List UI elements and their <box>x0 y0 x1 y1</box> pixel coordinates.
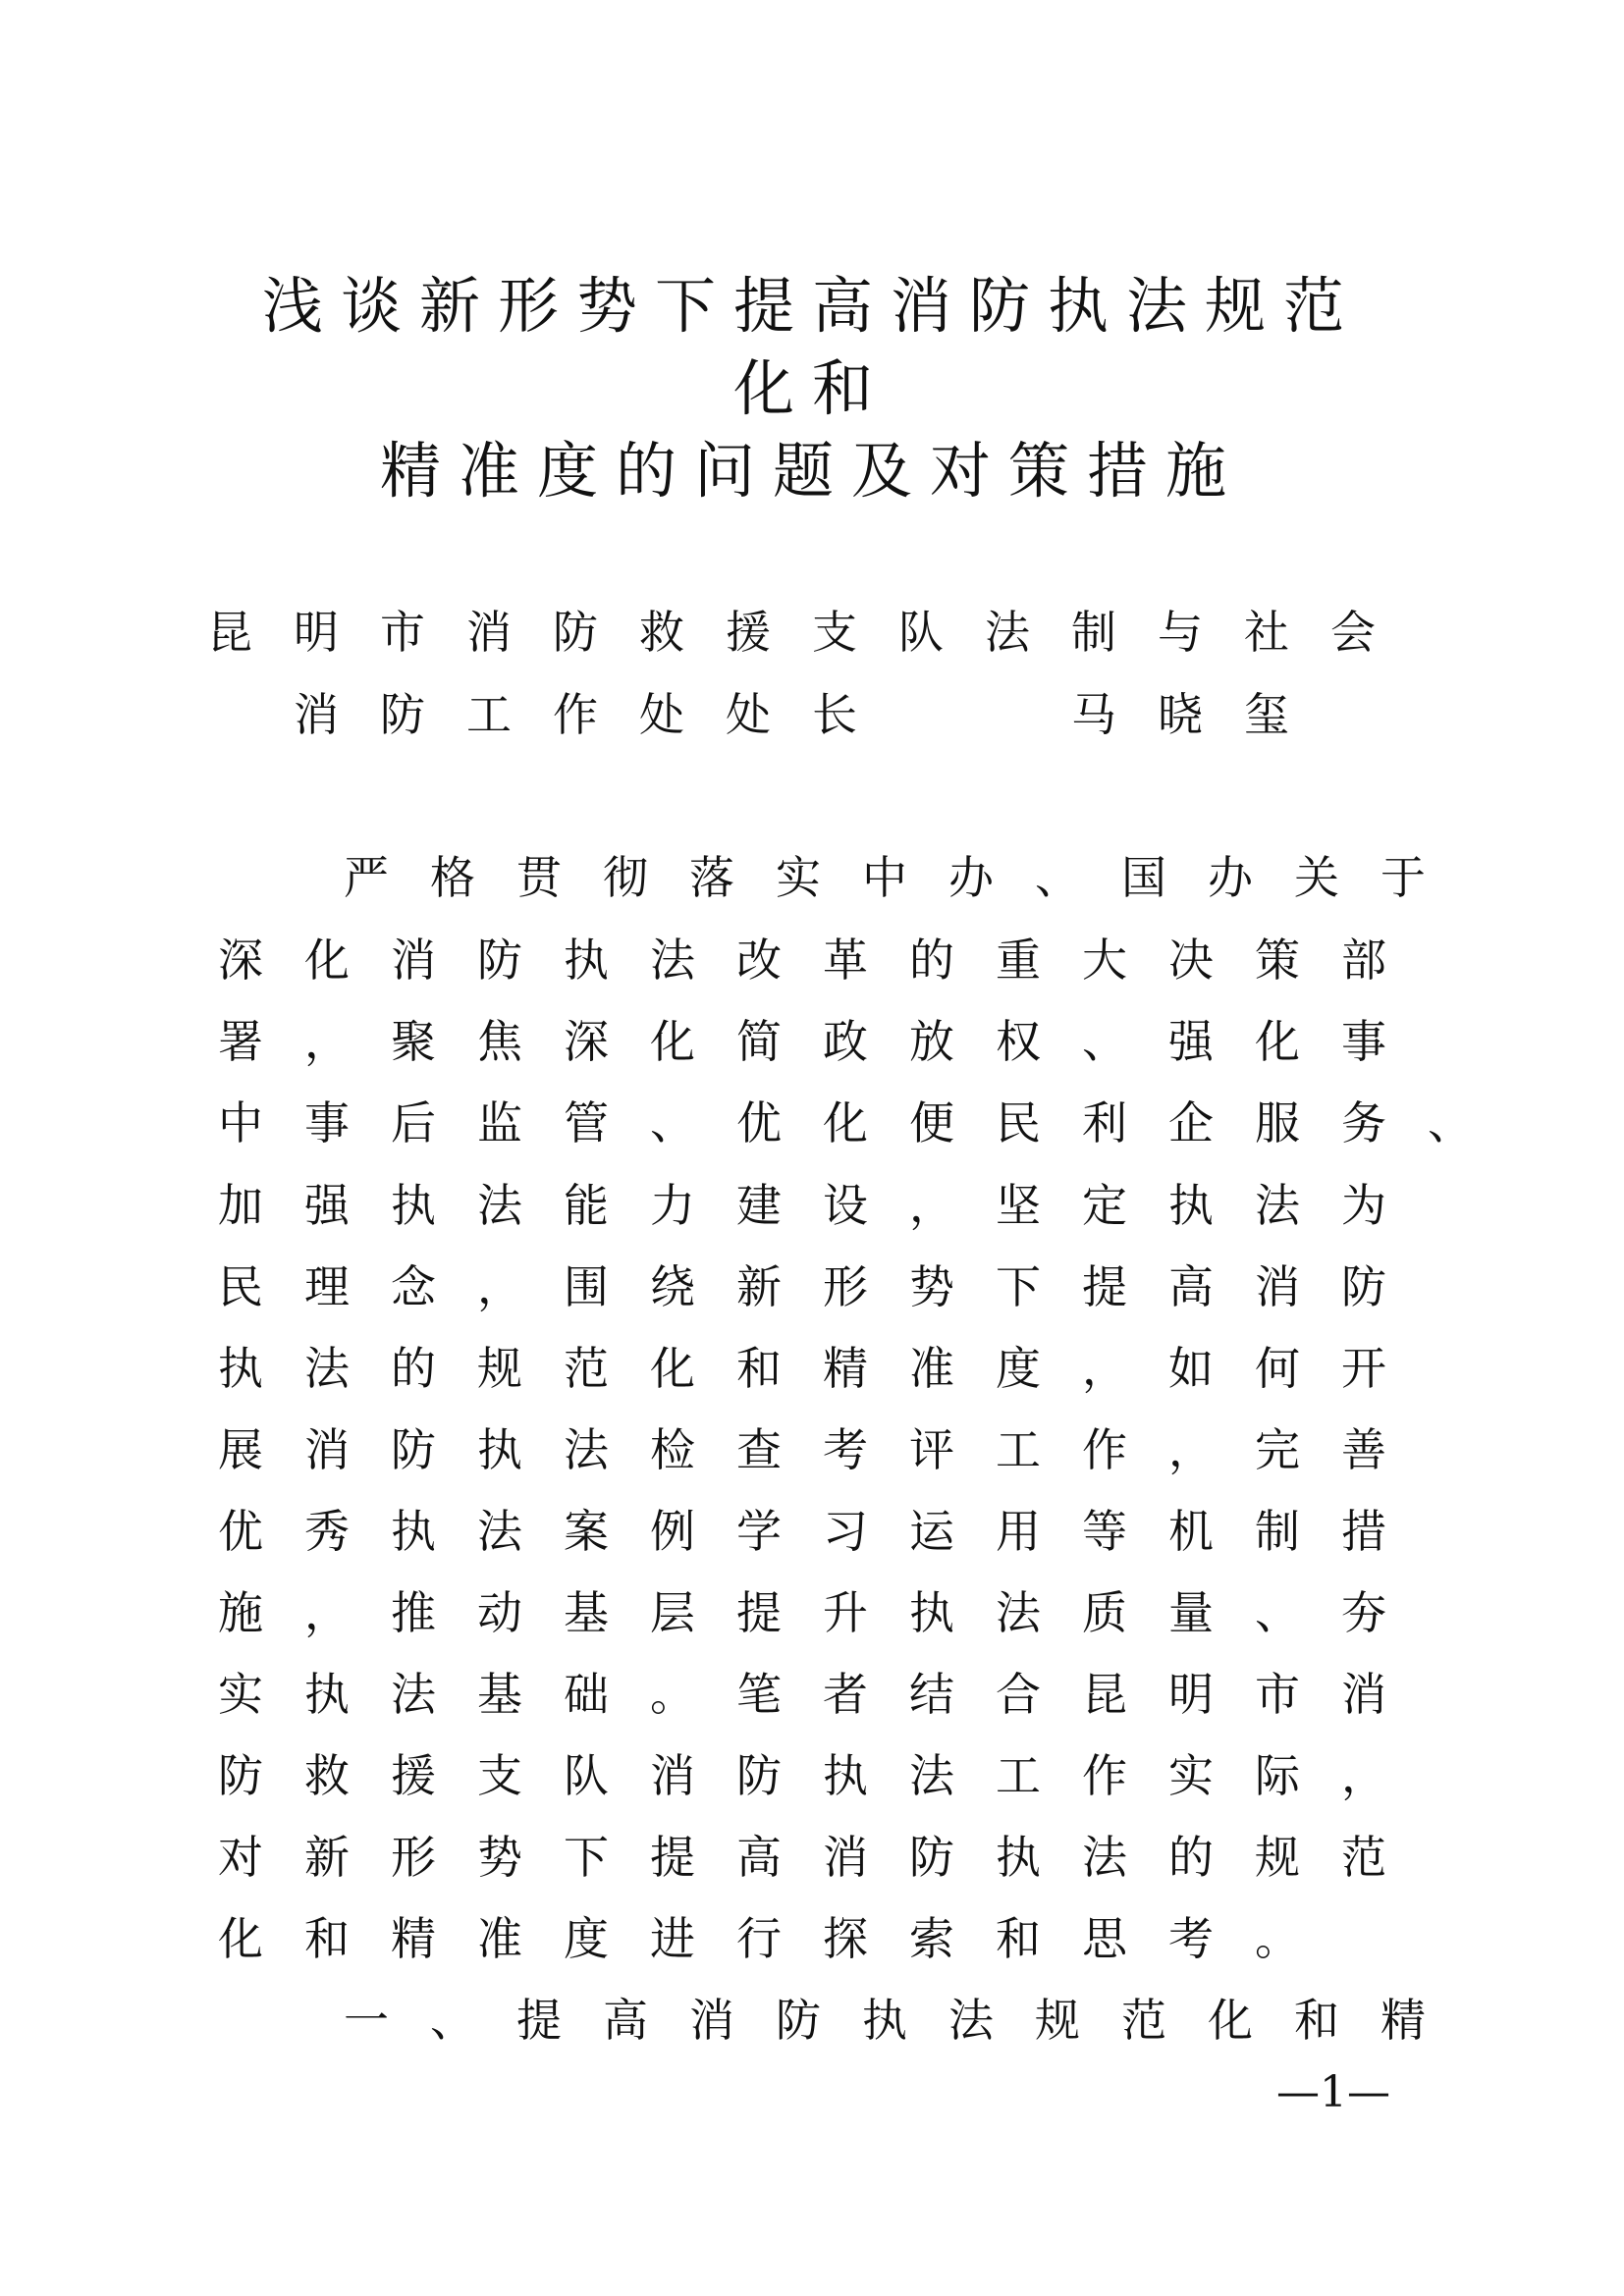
body-line: 民理念，围绕新形势下提高消防 <box>218 1260 1428 1313</box>
body-line: 优秀执法案例学习运用等机制措 <box>218 1505 1428 1558</box>
body-line: 实执法基础。笔者结合昆明市消 <box>218 1668 1428 1721</box>
body-line: 中事后监管、优化便民利企服务、 <box>218 1096 1514 1149</box>
title-line-2: 化和 <box>732 352 891 424</box>
body-line: 对新形势下提高消防执法的规范 <box>218 1831 1428 1884</box>
body-line: 执法的规范化和精准度，如何开 <box>218 1342 1428 1395</box>
body-line: 署，聚焦深化简政放权、强化事 <box>218 1015 1428 1068</box>
body-line: 严格贯彻落实中办、国办关于 <box>344 851 1467 904</box>
author-line-2: 消防工作处处长 马晓玺 <box>294 688 1330 741</box>
body-line: 展消防执法检查考评工作，完善 <box>218 1423 1428 1476</box>
title-line-3: 精准度的问题及对策措施 <box>379 435 1244 507</box>
body-line: 防救援支队消防执法工作实际， <box>218 1749 1428 1802</box>
page-number: —1— <box>1276 2067 1390 2117</box>
body-line: 施，推动基层提升执法质量、夯 <box>218 1586 1428 1639</box>
section-heading-line: 一、提高消防执法规范化和精 <box>344 1994 1467 2047</box>
body-line: 加强执法能力建设，坚定执法为 <box>218 1179 1428 1232</box>
title-line-1: 浅谈新形势下提高消防执法规范 <box>261 270 1362 342</box>
body-line: 化和精准度进行探索和思考。 <box>218 1912 1341 1965</box>
body-line: 深化消防执法改革的重大决策部 <box>218 934 1428 987</box>
author-line-1: 昆明市消防救援支队法制与社会 <box>207 606 1417 659</box>
